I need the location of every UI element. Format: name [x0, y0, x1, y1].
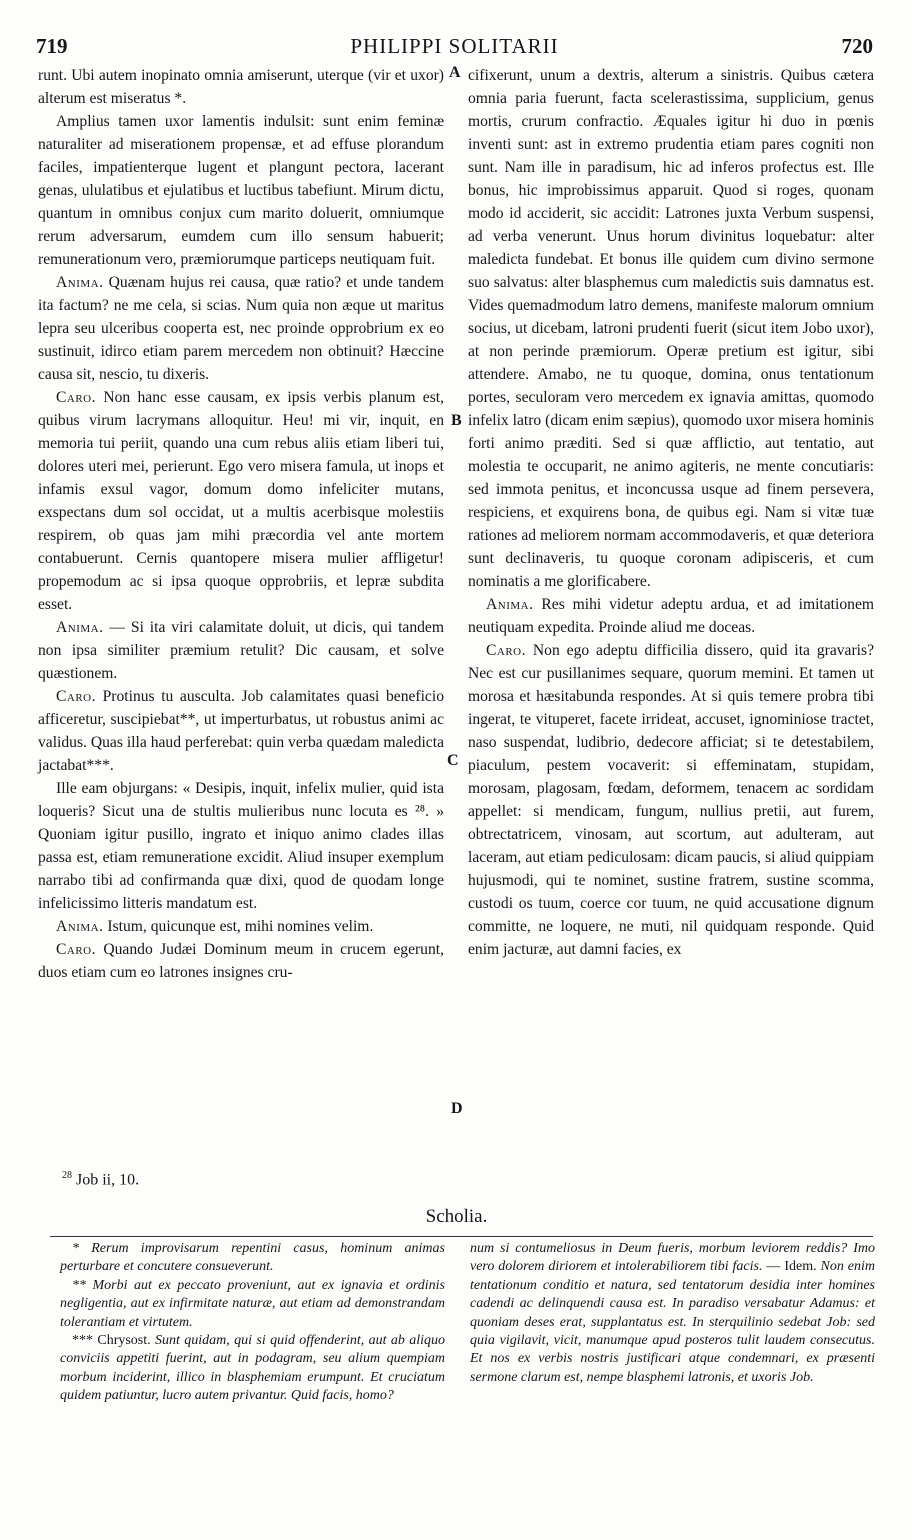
paragraph — [468, 639, 874, 961]
page-number-right: 720 — [841, 34, 873, 58]
paragraph-text: — Si ita viri calamitate doluit, ut dicis, qui tandem non ipsa similiter præmium retulit? Dic causam, et solve quæstionem. — [38, 619, 444, 682]
paragraph — [38, 685, 444, 777]
running-header — [36, 34, 873, 64]
paragraph — [38, 386, 444, 616]
scholia-left-column — [60, 1240, 445, 1406]
paragraph-text: Istum, quicunque est, mihi nomines velim. — [107, 918, 374, 935]
margin-marker-d: D — [451, 1100, 463, 1117]
paragraph — [468, 593, 874, 639]
paragraph-text: Protinus tu ausculta. Job calamitates quasi beneficio afficeretur, suscipiebat**, ut imperturbatus, ut robustus animi ac validus. Quas illa haud perferebat: quin verba quædam maledicta jactabat***. — [38, 688, 444, 774]
paragraph-text: Quænam hujus rei causa, quæ ratio? et unde tandem ita factum? ne me cela, si scias. Num quia non æque ut maritus lepra seu ulceribus cooperta est, nec proinde opprobrium ex eo sustinuit, idirco etiam parem mercedem non obtinuit? Hæccine causa sit, nescio, tu dixeris. — [38, 274, 444, 383]
paragraph-text: Quando Judæi Dominum meum in crucem egerunt, duos etiam cum eo latrones insignes cru- — [38, 941, 445, 981]
paragraph: Ille eam objurgans: « Desipis, inquit, infelix mulier, quid ista loqueris? Sicut una de stultis mulieribus nunc locuta es ²⁸. » Quoniam igitur pusillo, ingrato et iniquo animo clades illas passa est, etiam remuneratione excidit. Aliud insuper exemplum narrabo tibi ad confirmanda quæ dixi, quod de quodam longe infelicissimo litteris mandatum est. — [38, 780, 444, 912]
footnote-text: Job ii, 10. — [76, 1171, 140, 1189]
scholion — [470, 1240, 875, 1387]
scholion-text: Non enim tentationum conditio et natura, sed tentatorum desidia inter homines cadendi ac delinquendi causa est. In paradiso versabatur Adamus: et quoniam deses erat, supplantatus est. In sterquilinio sedebat Job: sed quia vigilavit, vicit, manumque apud posteros tulit laudem consecutus. Et nos ex verbis nostris justificari atque condemnari, ex præsenti sermone clarum est, nempe blasphemi latronis, et uxoris Job. — [470, 1259, 875, 1385]
paragraph-text: Non ego adeptu difficilia dissero, quid ita gravaris? Nec est cur pusillanimes sequare, quorum memini. Et tamen ut morosa et hæsitabunda respondes. At si quis temere probra tibi ingerat, te vituperet, facete irrideat, accuset, ignominiose tractet, naso suspendat, ludibrio, dedecore afficiat; si te detestabilem, piaculum, pestem vocaverit: si effeminatam, stupidam, morosam, plagosam, fœdam, deformem, tenacem ac sordidam appellet: si mendicam, fungum, nullius pretii, aut furem, obtrectatricem, vinosam, aut scortum, aut adulteram, aut laceram, aut etiam pediculosam: dicam paucis, si aliud quippiam hujusmodi, qui te nominet, sustine fratrem, sustine scomma, custodi os tuum, coerce cor tuum, ne quid accusatione dignum committe, ne loquere, ne muti, nil quidquam responde. Quid enim jacturæ, aut damni facies, ex — [468, 642, 874, 958]
paragraph: cifixerunt, unum a dextris, alterum a sinistris. Quibus cætera omnia paria fuerunt, facta scelerastissima, supplicium, genus mortis, crurum confractio. Æquales igitur hi duo in pœnis inventi sunt: ast in extremo prudentia etiam pares cogniti non sunt. Nam ille in paradisum, hic ad inferos profectus est. Ille bonus, hic improbissimus apparuit. Quod si roges, quonam modo id acciderit, sic accidit: Latrones juxta Verbum suspensi, ad verba venerunt. Unus horum divinitus loquebatur: alter maledicta fundebat. Et bonus ille quidem cum divino sermone suo salvatus: alter blasphemus cum maledictis suis damnatus est. Vides quemadmodum latro demens, manifeste malorum omnium socius, ut dicebam, latroni prudenti fuerit (sicut item Jobo uxor), at non perinde præmiorum. Operæ pretium est igitur, sibi attendere. Amabo, ne tu quoque, domina, onus tentationum portes, seculoram vero mercedem ex ignavia amittas, quomodo infelix latro (dicam enim sæpius), quomodo uxor misera hominis forti animo præditi. Sed si quæ afflictio, aut tentatio, aut molestia te occuparit, ne animo agiteris, ne mente concutiaris: sed immota penitus, et inconcussa usque ad finem persevera, respiciens, et exquirens bona, de quibus egi. Nam si vitæ tuæ rationes ad meliorem normam accommodaveris, et quæ deteriora sunt declinaveris, tu quoque coronam adipisceris, et cum nominatis a me glorificabere. — [468, 67, 874, 590]
scholia-title: Scholia. — [425, 1206, 488, 1227]
speaker-label: Caro. — [486, 642, 527, 659]
left-column — [38, 64, 444, 984]
scholion-source: — Idem. — [766, 1259, 817, 1275]
running-title: PHILIPPI SOLITARII — [350, 34, 559, 58]
speaker-label: Anima. — [486, 596, 534, 613]
speaker-label: Anima. — [56, 619, 104, 636]
page-number-left: 719 — [36, 34, 68, 58]
scholion: * Rerum improvisarum repentini casus, hominum animas perturbare et concutere consueverunt. — [60, 1241, 445, 1275]
footnote — [62, 1170, 139, 1189]
speaker-label: Anima. — [56, 918, 104, 935]
paragraph — [38, 616, 444, 685]
scholion-source: *** Chrysost. — [72, 1333, 151, 1349]
speaker-label: Anima. — [56, 274, 104, 291]
paragraph — [38, 271, 444, 386]
scholion — [60, 1332, 445, 1406]
footnote-number: 28 — [62, 1170, 72, 1181]
paragraph: Amplius tamen uxor lamentis indulsit: sunt enim feminæ naturaliter ad miserationem propensæ, et ad effuse plorandum faciles, impatienterque lugent et plangunt pectora, lacerant genas, ululatibus et ejulatibus et luctibus tabefiunt. Mirum dictu, quantum in omnibus conjux cum marito doluerit, omniumque rerum adversarum, eumdem cum illo sensum habuerit; remunerationum vero, præmiorumque particeps neutiquam fuit. — [38, 113, 444, 268]
paragraph: runt. Ubi autem inopinato omnia amiserunt, uterque (vir et uxor) alterum est miseratus *. — [38, 67, 444, 107]
paragraph-text: Non hanc esse causam, ex ipsis verbis planum est, quibus virum lacrymans alloquitur. Heu! mi vir, inquit, en memoria tui periit, quando una cum rebus aliis etiam liberi tui, dolores uteri mei, perierunt. Ego vero misera famula, ut inops et infamis exsul vagor, domum domo infeliciter mutans, exspectans dum sol occidat, ut a multis acerbisque molestiis respirem, ob quas jam mihi præcordia vel ante mortem contabuerunt. Cernis quantopere misera mulier affligetur! propemodum ac si ipsa quoque opprobriis, et lepræ subdita esset. — [38, 389, 444, 613]
paragraph — [38, 915, 444, 938]
speaker-label: Caro. — [56, 941, 97, 958]
speaker-label: Caro. — [56, 389, 97, 406]
speaker-label: Caro. — [56, 688, 97, 705]
scholion-text: Sunt quidam, qui si quid offenderint, aut ab aliquo conviciis appetiti fuerint, aut in podagram, seu alium quempiam morbum inciderint, illico in blasphemiam erumpunt. Et cruciatum quidem patiuntur, lucro autem privantur. Quid facis, homo? — [60, 1333, 445, 1404]
scholion: ** Morbi aut ex peccato proveniunt, aut ex ignavia et ordinis negligentia, aut ex infirmitate naturæ, aut etiam ad demonstrandam tolerantiam et virtutem. — [60, 1277, 445, 1330]
right-column — [468, 64, 874, 961]
paragraph-text: Res mihi videtur adeptu ardua, et ad imitationem neutiquam expedita. Proinde aliud me doceas. — [468, 596, 874, 636]
margin-marker-a: A — [449, 64, 461, 81]
margin-marker-b: B — [451, 412, 462, 429]
scholion-text: num si contumeliosus in Deum fueris, morbum leviorem reddis? Imo vero dolorem diriorem et intolerabiliorem tibi facis. — [470, 1241, 875, 1275]
divider — [50, 1236, 873, 1237]
margin-marker-c: C — [447, 752, 459, 769]
paragraph — [38, 938, 444, 984]
scholia-right-column — [470, 1240, 875, 1387]
